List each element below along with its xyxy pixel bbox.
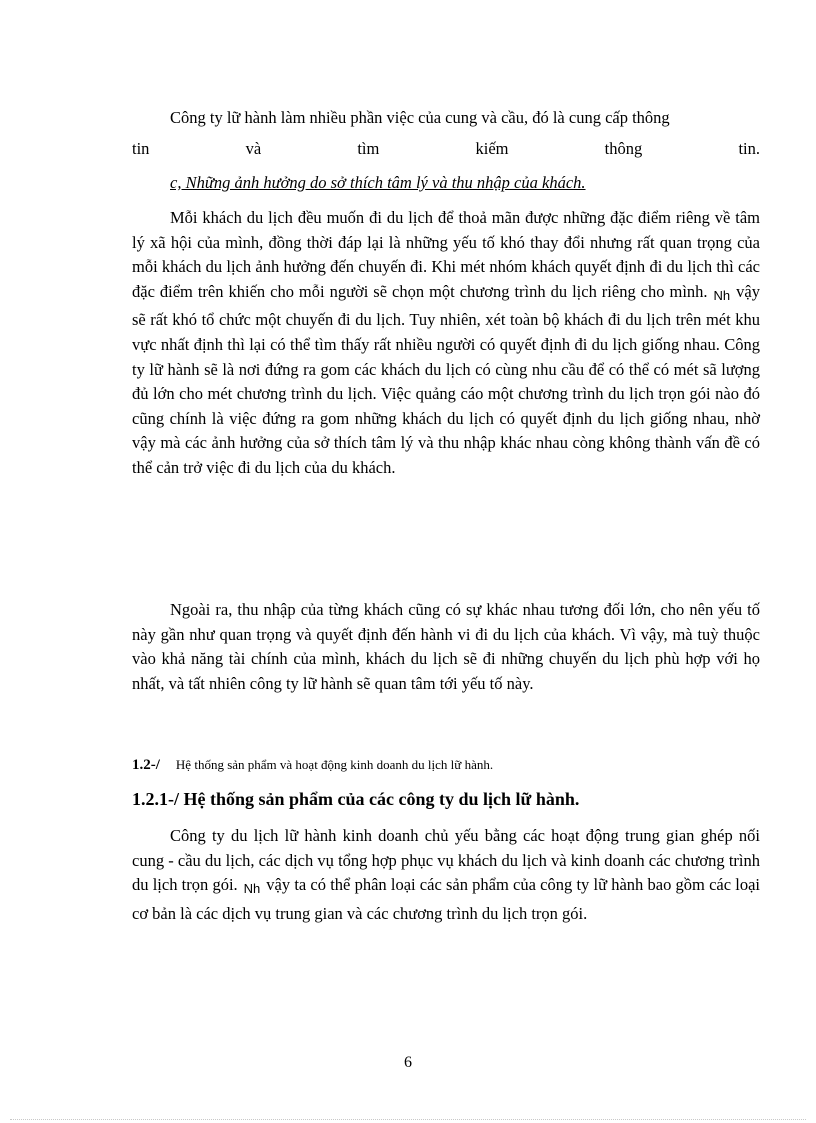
subheading-c-text: c, Những ảnh hưởng do sở thích tâm lý và thu nhập của khách. — [170, 173, 586, 192]
paragraph-2 — [132, 206, 760, 481]
subheading-c — [132, 171, 760, 195]
paragraph-4-nh-fragment: Nh — [243, 881, 261, 897]
paragraph-4-text-cont: vậy ta có thể phân loại các sản phẩm của công ty lữ hành bao gồm các loại cơ bản là các dịch vụ trung gian và các chương trình du lịch trọn gói. — [132, 875, 760, 923]
paragraph-1-line-2: tin và tìm kiếm thông tin. — [132, 139, 760, 158]
page-bottom-border — [10, 1119, 806, 1120]
section-1-2-1-heading: 1.2.1-/ Hệ thống sản phẩm của các công ty du lịch lữ hành. — [132, 789, 580, 809]
paragraph-2-text-cont: vậy sẽ rất khó tổ chức một chuyến đi du lịch. Tuy nhiên, xét toàn bộ khách đi du lịch trên mét khu vực nhất định thì lại có thể tìm thấy rất nhiều người có quyết định đi du lịch giống nhau. Công ty lữ hành sẽ là nơi đứng ra gom các khách du lịch có cùng nhu cầu để có thể có mét sã lượng đủ lớn cho mét chương trình du lịch. Việc quảng cáo một chương trình du lịch trọn gói nào đó cũng chính là việc đứng ra gom những khách du lịch có quyết định du lịch giống nhau, nhờ vậy mà các ảnh hưởng của sở thích tâm lý và thu nhập khác nhau còng không thành vấn đề có thể cản trở việc đi du lịch của du khách. — [132, 281, 760, 477]
page-number: 6 — [404, 1054, 412, 1071]
section-1-2-title: Hệ thống sản phẩm và hoạt động kinh doanh du lịch lữ hành. — [175, 757, 494, 772]
paragraph-3: Ngoài ra, thu nhập của từng khách cũng có sự khác nhau tương đối lớn, cho nên yếu tố này gần như quan trọng và quyết định đến hành vi đi du lịch của khách. Vì vậy, mà tuỳ thuộc vào khả năng tài chính của mình, khách du lịch sẽ đi những chuyến du lịch phù hợp với họ nhất, và tất nhiên công ty lữ hành sẽ quan tâm tới yếu tố này. — [132, 600, 760, 693]
section-1-2-heading — [132, 757, 493, 774]
paragraph-4 — [132, 824, 760, 926]
paragraph-2-nh-fragment: Nh — [713, 287, 731, 303]
section-1-2-number: 1.2-/ — [132, 757, 160, 773]
paragraph-2-text: Mỗi khách du lịch đều muốn đi du lịch để thoả mãn được những đặc điểm riêng về tâm lý xã hội của mình, đồng thời đáp lại là những yếu tố khó thay đổi nhưng rất quan trọng của mỗi khách du lịch ảnh hưởng đến chuyến đi. Khi mét nhóm khách quyết định đi du lịch thì các đặc điểm trên khiến cho mỗi người sẽ chọn một chương trình du lịch riêng cho mình. — [132, 208, 760, 301]
paragraph-4-text: Công ty du lịch lữ hành kinh doanh chủ yếu bằng các hoạt động trung gian ghép nối cung - cầu du lịch, các dịch vụ tổng hợp phục vụ khách du lịch và kinh doanh các chương trình du lịch trọn gói. — [132, 826, 760, 895]
paragraph-1-line-1: Công ty lữ hành làm nhiều phần việc của cung và cầu, đó là cung cấp thông — [170, 108, 670, 127]
